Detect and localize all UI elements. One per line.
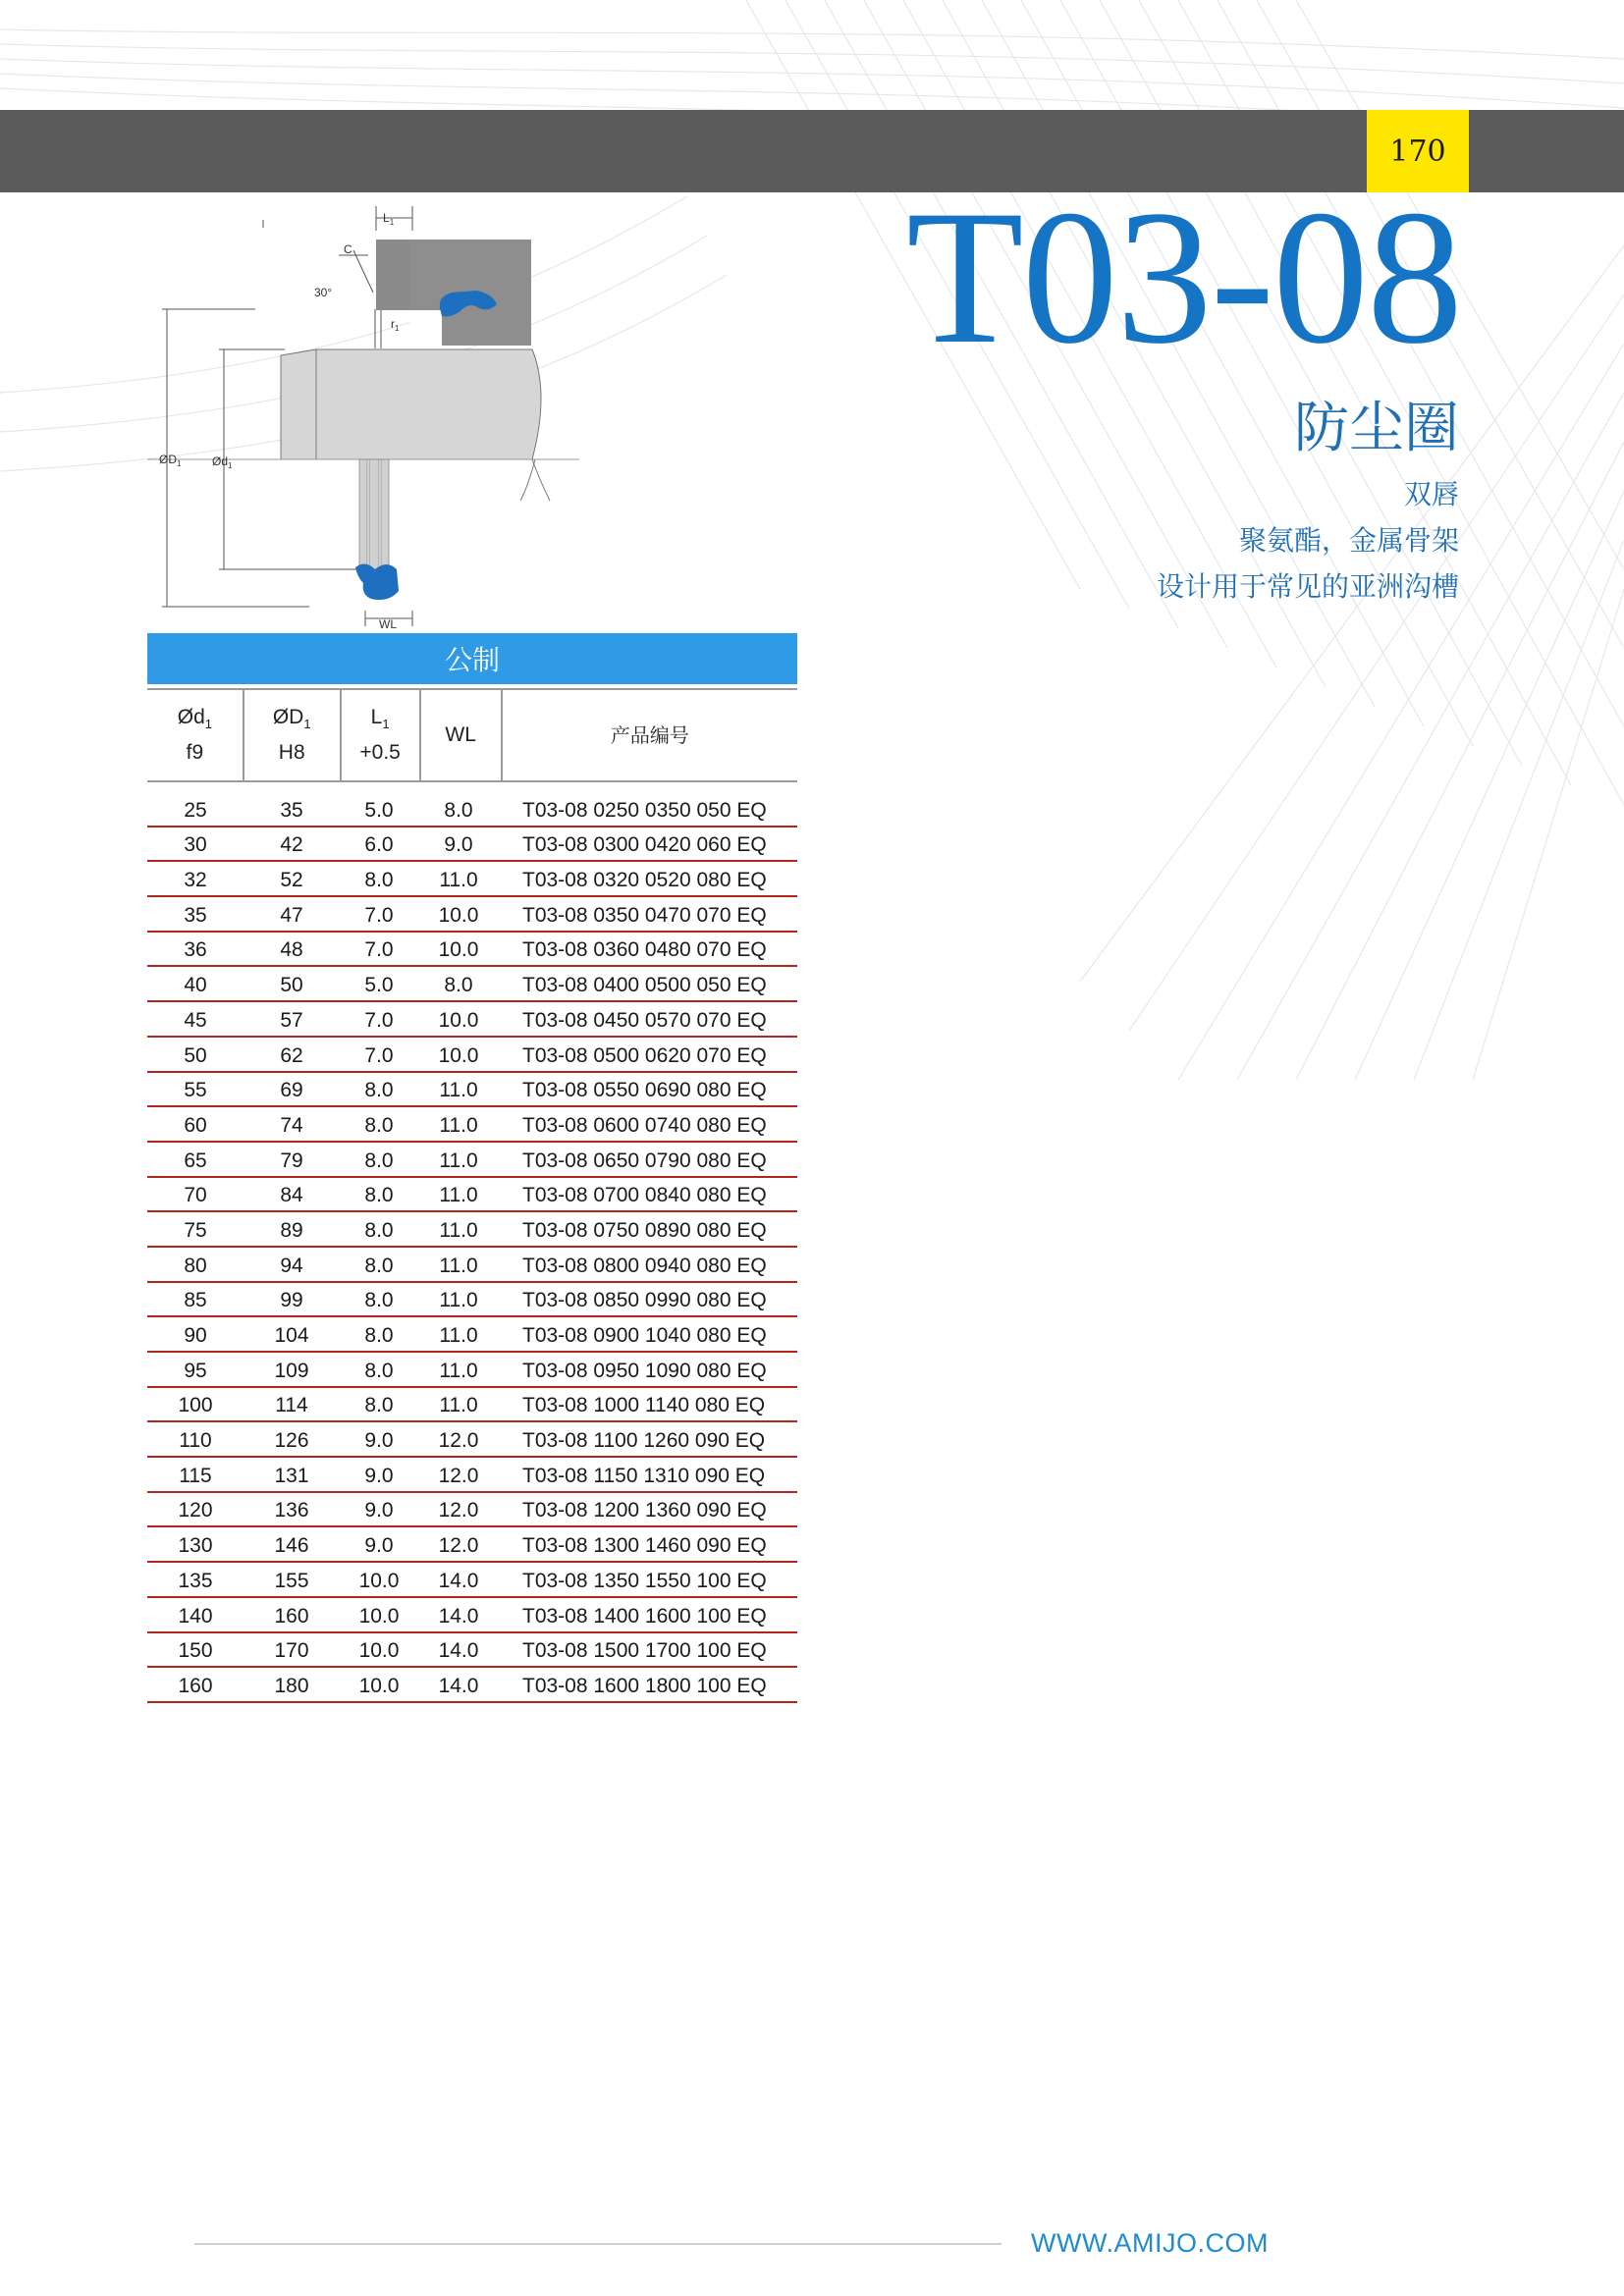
product-category-title: 防尘圈 <box>1294 397 1459 460</box>
table-row <box>147 1598 797 1633</box>
cell-part-number: T03-08 1400 1600 100 EQ <box>522 1604 767 1628</box>
cell-wl: 9.0 <box>444 833 473 857</box>
cell-d1: 160 <box>178 1674 213 1697</box>
header-part-number: 产品编号 <box>610 723 689 747</box>
cell-wl: 12.0 <box>438 1429 479 1453</box>
cell-L1: 8.0 <box>364 1218 394 1242</box>
header-wl: WL <box>421 690 503 780</box>
cell-D1: 47 <box>280 903 303 927</box>
table-row <box>147 1212 797 1248</box>
cell-L1: 8.0 <box>364 1324 394 1347</box>
cell-D1: 50 <box>280 974 303 997</box>
cell-part-number: T03-08 1000 1140 080 EQ <box>522 1394 766 1417</box>
cell-wl: 10.0 <box>438 938 479 962</box>
cell-part-number: T03-08 0300 0420 060 EQ <box>522 833 767 857</box>
cell-L1: 9.0 <box>364 1429 394 1453</box>
header-d1: $Ød_1$ f9 <box>147 690 244 780</box>
cell-part-number: T03-08 0950 1090 080 EQ <box>522 1359 767 1382</box>
cell-d1: 140 <box>178 1604 213 1628</box>
table-row <box>147 828 797 863</box>
cell-d1: 50 <box>184 1043 207 1067</box>
cell-D1: 62 <box>280 1043 303 1067</box>
cell-wl: 10.0 <box>438 903 479 927</box>
cell-D1: 79 <box>280 1148 303 1172</box>
cell-d1: 90 <box>184 1324 207 1347</box>
cell-L1: 8.0 <box>364 869 394 892</box>
cell-wl: 8.0 <box>444 798 473 822</box>
cell-part-number: T03-08 0600 0740 080 EQ <box>522 1113 767 1137</box>
cell-L1: 7.0 <box>364 1008 394 1032</box>
cell-d1: 110 <box>179 1429 212 1453</box>
cell-part-number: T03-08 1200 1360 090 EQ <box>522 1499 767 1522</box>
cell-part-number: T03-08 0500 0620 070 EQ <box>522 1043 767 1067</box>
cell-part-number: T03-08 1100 1260 090 EQ <box>522 1429 766 1453</box>
cell-L1: 9.0 <box>364 1464 394 1487</box>
table-row <box>147 1178 797 1213</box>
cell-part-number: T03-08 1600 1800 100 EQ <box>522 1674 767 1697</box>
cell-wl: 11.0 <box>439 1184 478 1207</box>
cell-L1: 10.0 <box>358 1639 400 1663</box>
cell-L1: 8.0 <box>364 1394 394 1417</box>
cell-d1: 135 <box>178 1569 213 1592</box>
cell-part-number: T03-08 0900 1040 080 EQ <box>522 1324 767 1347</box>
cell-wl: 11.0 <box>439 1324 478 1347</box>
cell-L1: 9.0 <box>364 1534 394 1558</box>
table-row <box>147 1527 797 1563</box>
table-body <box>147 792 797 1703</box>
cell-wl: 10.0 <box>438 1008 479 1032</box>
cell-part-number: T03-08 1350 1550 100 EQ <box>522 1569 767 1592</box>
dim-label-wl: WL <box>379 617 397 631</box>
cell-part-number: T03-08 1500 1700 100 EQ <box>522 1639 767 1663</box>
page-number-badge: 170 <box>1367 110 1469 192</box>
cell-D1: 94 <box>280 1254 303 1277</box>
cell-D1: 52 <box>280 869 303 892</box>
cell-wl: 11.0 <box>439 1394 478 1417</box>
cell-d1: 85 <box>184 1289 207 1312</box>
table-row <box>147 933 797 968</box>
cell-part-number: T03-08 0750 0890 080 EQ <box>522 1218 767 1242</box>
cell-wl: 12.0 <box>438 1464 479 1487</box>
dim-label-d1-inner: $Ød_1$ <box>212 454 233 470</box>
cell-wl: 12.0 <box>438 1534 479 1558</box>
cell-part-number: T03-08 0320 0520 080 EQ <box>522 869 767 892</box>
table-row <box>147 1458 797 1493</box>
table-row <box>147 967 797 1002</box>
cell-d1: 100 <box>178 1394 213 1417</box>
cell-D1: 89 <box>280 1218 303 1242</box>
cell-D1: 114 <box>275 1394 308 1417</box>
cell-D1: 48 <box>280 938 303 962</box>
cell-D1: 146 <box>274 1534 309 1558</box>
footer-divider <box>194 2243 1001 2245</box>
cell-d1: 40 <box>184 974 207 997</box>
table-row <box>147 792 797 828</box>
cell-D1: 136 <box>274 1499 309 1522</box>
cell-wl: 10.0 <box>438 1043 479 1067</box>
cell-part-number: T03-08 0350 0470 070 EQ <box>522 903 767 927</box>
cell-D1: 42 <box>280 833 303 857</box>
table-title: 公制 <box>147 633 797 684</box>
cell-L1: 7.0 <box>364 1043 394 1067</box>
table-row <box>147 1038 797 1073</box>
cell-part-number: T03-08 0250 0350 050 EQ <box>522 798 767 822</box>
cell-L1: 8.0 <box>364 1184 394 1207</box>
cell-L1: 8.0 <box>364 1289 394 1312</box>
cell-wl: 11.0 <box>439 1289 478 1312</box>
table-row <box>147 1353 797 1388</box>
cell-d1: 36 <box>184 938 207 962</box>
cell-wl: 14.0 <box>438 1604 479 1628</box>
table-row <box>147 1633 797 1669</box>
seal-cross-section-diagram <box>147 206 579 638</box>
cell-L1: 7.0 <box>364 938 394 962</box>
product-model-title: T03-08 <box>906 171 1461 384</box>
footer-website[interactable]: WWW.AMIJO.COM <box>1031 2228 1269 2258</box>
cell-D1: 180 <box>274 1674 309 1697</box>
cell-L1: 6.0 <box>364 833 394 857</box>
cell-d1: 95 <box>184 1359 207 1382</box>
table-row <box>147 1668 797 1703</box>
cell-d1: 70 <box>184 1184 207 1207</box>
cell-L1: 8.0 <box>364 1359 394 1382</box>
cell-d1: 60 <box>184 1113 207 1137</box>
cell-L1: 8.0 <box>364 1079 394 1102</box>
cell-part-number: T03-08 0650 0790 080 EQ <box>522 1148 767 1172</box>
table-row <box>147 897 797 933</box>
cell-D1: 57 <box>280 1008 303 1032</box>
cell-L1: 10.0 <box>358 1674 400 1697</box>
cell-part-number: T03-08 0400 0500 050 EQ <box>522 974 767 997</box>
cell-D1: 131 <box>274 1464 309 1487</box>
cell-wl: 14.0 <box>438 1674 479 1697</box>
feature-line: 设计用于常见的亚洲沟槽 <box>1156 570 1459 603</box>
cell-D1: 170 <box>274 1639 309 1663</box>
metric-size-table <box>147 633 797 1703</box>
cell-D1: 126 <box>274 1429 309 1453</box>
table-row <box>147 1563 797 1598</box>
cell-L1: 10.0 <box>358 1569 400 1592</box>
table-row <box>147 1002 797 1038</box>
cell-wl: 11.0 <box>439 869 478 892</box>
cell-wl: 8.0 <box>444 974 473 997</box>
cell-wl: 11.0 <box>439 1359 478 1382</box>
cell-wl: 11.0 <box>439 1148 478 1172</box>
cell-part-number: T03-08 0550 0690 080 EQ <box>522 1079 767 1102</box>
cell-L1: 5.0 <box>364 974 394 997</box>
cell-L1: 8.0 <box>364 1113 394 1137</box>
cell-D1: 155 <box>274 1569 309 1592</box>
cell-wl: 11.0 <box>439 1254 478 1277</box>
cell-wl: 11.0 <box>439 1113 478 1137</box>
cell-D1: 109 <box>274 1359 309 1382</box>
dim-label-c: C <box>344 242 352 256</box>
cell-D1: 74 <box>280 1113 303 1137</box>
cell-d1: 45 <box>184 1008 207 1032</box>
cell-part-number: T03-08 1150 1310 090 EQ <box>522 1464 766 1487</box>
header-D1: $ØD_1$ H8 <box>244 690 342 780</box>
table-row <box>147 1283 797 1318</box>
cell-wl: 14.0 <box>438 1639 479 1663</box>
cell-part-number: T03-08 1300 1460 090 EQ <box>522 1534 767 1558</box>
feature-line: 聚氨酯，金属骨架 <box>1238 524 1459 557</box>
cell-D1: 104 <box>274 1324 309 1347</box>
cell-part-number: T03-08 0450 0570 070 EQ <box>522 1008 767 1032</box>
cell-d1: 120 <box>178 1499 213 1522</box>
table-row <box>147 1143 797 1178</box>
header-L1: $L_1$ +0.5 <box>342 690 421 780</box>
cell-part-number: T03-08 0360 0480 070 EQ <box>522 938 767 962</box>
cell-wl: 11.0 <box>439 1079 478 1102</box>
cell-L1: 9.0 <box>364 1499 394 1522</box>
table-header-row <box>147 688 797 782</box>
cell-d1: 35 <box>184 903 207 927</box>
cell-part-number: T03-08 0850 0990 080 EQ <box>522 1289 767 1312</box>
cell-d1: 65 <box>184 1148 207 1172</box>
table-row <box>147 1422 797 1458</box>
cell-wl: 11.0 <box>439 1218 478 1242</box>
cell-D1: 99 <box>280 1289 303 1312</box>
cell-d1: 30 <box>184 833 207 857</box>
cell-D1: 160 <box>274 1604 309 1628</box>
cell-part-number: T03-08 0800 0940 080 EQ <box>522 1254 767 1277</box>
cell-L1: 5.0 <box>364 798 394 822</box>
cell-L1: 7.0 <box>364 903 394 927</box>
table-row <box>147 1073 797 1108</box>
table-row <box>147 862 797 897</box>
table-row <box>147 1317 797 1353</box>
cell-part-number: T03-08 0700 0840 080 EQ <box>522 1184 767 1207</box>
dim-label-angle: 30° <box>314 286 333 299</box>
cell-d1: 55 <box>184 1079 207 1102</box>
table-row <box>147 1388 797 1423</box>
cell-d1: 130 <box>178 1534 213 1558</box>
table-row <box>147 1248 797 1283</box>
cell-d1: 25 <box>184 798 207 822</box>
dim-label-r1: $r_1$ <box>391 317 400 333</box>
cell-L1: 10.0 <box>358 1604 400 1628</box>
cell-d1: 75 <box>184 1218 207 1242</box>
cell-L1: 8.0 <box>364 1148 394 1172</box>
cell-D1: 84 <box>280 1184 303 1207</box>
cell-D1: 35 <box>280 798 303 822</box>
cell-D1: 69 <box>280 1079 303 1102</box>
cell-d1: 115 <box>179 1464 212 1487</box>
feature-line: 双唇 <box>1403 478 1459 510</box>
cell-wl: 12.0 <box>438 1499 479 1522</box>
table-row <box>147 1107 797 1143</box>
cell-wl: 14.0 <box>438 1569 479 1592</box>
cell-d1: 80 <box>184 1254 207 1277</box>
dim-label-l1: $L_1$ <box>383 211 395 227</box>
cell-d1: 150 <box>178 1639 213 1663</box>
dim-label-d1-outer: $ØD_1$ <box>159 453 182 468</box>
cell-L1: 8.0 <box>364 1254 394 1277</box>
cell-d1: 32 <box>184 869 207 892</box>
table-row <box>147 1493 797 1528</box>
